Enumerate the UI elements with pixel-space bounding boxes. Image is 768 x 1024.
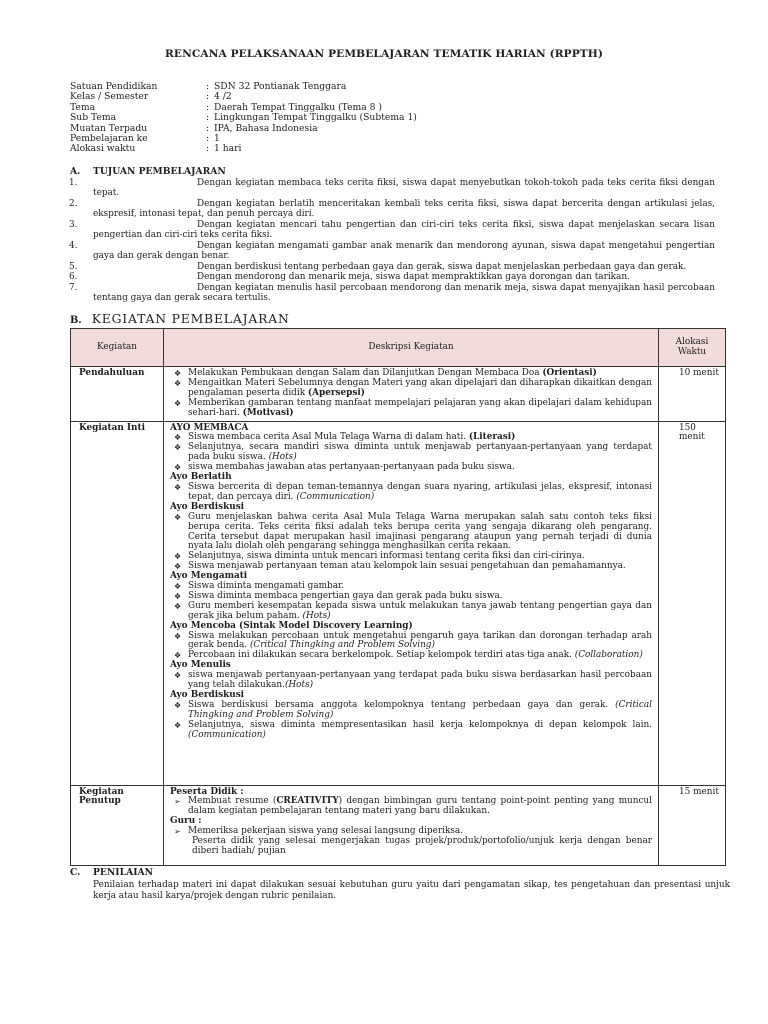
inti-time: 150 menit	[659, 421, 726, 785]
activity-subheading: Peserta Didik :	[170, 786, 244, 797]
activity-text: Percobaan ini dilakukan secara berkelompok. Setiap kelompok terdiri atas tiga anak.	[188, 650, 575, 661]
pendahuluan-time: 10 menit	[659, 367, 726, 422]
resume-text-post: ) dengan bimbingan guru tentang point-point penting yang muncul dalam kegiatan pembelajaran tentang materi yang baru dilakukan.	[188, 796, 652, 817]
bullet-icon: ❖	[174, 378, 182, 388]
header-alokasi: Alokasi Waktu	[659, 329, 726, 367]
goal-number: 2.	[69, 198, 78, 209]
goal-item	[69, 178, 715, 199]
goal-text: Dengan kegiatan membaca teks cerita fiksi, siswa dapat menyebutkan tokoh-tokoh pada teks cerita fiksi dengan tepat.	[93, 178, 715, 199]
row-pendahuluan	[71, 367, 726, 422]
bullet-icon: ❖	[174, 398, 182, 408]
activity-text: Mengaitkan Materi Sebelumnya dengan Materi yang akan dipelajari dan diharapkan dikaitkan dengan pengalaman peserta didik	[188, 377, 652, 398]
resume-item	[170, 797, 652, 817]
activity-subheading: AYO MEMBACA	[170, 422, 249, 433]
bullet-icon: ❖	[174, 482, 182, 492]
arrow-bullet-icon: ➢	[174, 827, 181, 837]
activity-text: Siswa melakukan percobaan untuk mengetahui pengaruh gaya tarikan dan dorongan terhadap arah gerak benda.	[188, 630, 652, 651]
goal-item	[69, 219, 715, 241]
identity-colon: :	[206, 132, 210, 144]
bullet-icon: ❖	[174, 512, 182, 522]
identity-colon: :	[206, 101, 210, 113]
activity-skill: (Collaboration)	[574, 650, 643, 661]
goal-item	[69, 198, 715, 220]
activity-item	[170, 632, 652, 652]
activity-text: Selanjutnya, siswa diminta mempresentasikan hasil kerja kelompoknya di depan kelompok lain.	[188, 719, 652, 730]
identity-value: IPA, Bahasa Indonesia	[214, 122, 318, 134]
inti-description	[164, 421, 659, 785]
goal-text: Dengan kegiatan mengamati gambar anak menarik dan mendorong ayunan, siswa dapat mengetahui pengertian gaya dan gerak dengan benar.	[93, 240, 715, 261]
bullet-icon: ❖	[174, 651, 182, 661]
activity-text: Guru menjelaskan bahwa cerita Asal Mula Telaga Warna merupakan salah satu contoh teks fiksi berupa cerita. Teks cerita fiksi adalah teks berupa cerita yang sengaja dikarang oleh pengarang. Cerita tersebut dapat merupakan hasil imajinasi pengarang ataupun yang pernah terjadi di dunia nyata lalu diolah oleh pengarang sehingga menghasilkan cerita rekaan.	[188, 511, 652, 552]
section-a-title: TUJUAN PEMBELAJARAN	[93, 166, 226, 177]
bullet-icon: ❖	[174, 443, 182, 453]
activity-item	[170, 721, 652, 741]
check-item	[170, 827, 652, 837]
goal-number: 7.	[69, 282, 78, 293]
table-header-row	[71, 329, 726, 367]
identity-row	[70, 134, 670, 144]
bullet-icon: ❖	[174, 369, 182, 378]
goal-number: 4.	[69, 240, 78, 251]
goal-number: 6.	[69, 272, 78, 283]
activity-text: Melakukan Pembukaan dengan Salam dan Dilanjutkan Dengan Membaca Doa	[188, 368, 543, 378]
goal-item	[69, 272, 715, 283]
identity-key: Kelas / Semester	[70, 91, 149, 103]
bullet-icon: ❖	[174, 591, 182, 601]
activity-text: Selanjutnya, secara mandiri siswa diminta untuk menjawab pertanyaan-pertanyaan yang terdapat pada buku siswa.	[188, 442, 652, 463]
activity-item	[170, 602, 652, 622]
identity-value: Daerah Tempat Tinggalku (Tema 8 )	[214, 101, 382, 113]
assessment-section	[70, 868, 730, 902]
activity-subheading: Ayo Menulis	[170, 660, 231, 671]
check-text: Memeriksa pekerjaan siswa yang selesai langsung diperiksa.	[188, 826, 463, 837]
activity-subheading: Ayo Berdiskusi	[170, 690, 245, 700]
activity-item	[170, 483, 652, 503]
inti-label: Kegiatan Inti	[71, 421, 164, 785]
bullet-icon: ❖	[174, 433, 182, 443]
activity-item	[170, 513, 652, 553]
goal-number: 3.	[69, 219, 78, 230]
bullet-icon: ❖	[174, 552, 182, 562]
activity-text: Siswa berdiskusi bersama anggota kelompoknya tentang perbedaan gaya dan gerak.	[188, 699, 616, 710]
bullet-icon: ❖	[174, 463, 182, 473]
identity-row	[70, 124, 670, 134]
identity-colon: :	[206, 91, 210, 103]
goal-text: Dengan berdiskusi tentang perbedaan gaya dan gerak, siswa dapat menjelaskan perbedaan gaya dan gerak.	[197, 261, 687, 272]
activity-text: Selanjutnya, siswa diminta untuk mencari informasi tentang cerita fiksi dan ciri-cirinya.	[188, 551, 585, 562]
activity-item	[170, 671, 652, 691]
activity-skill: (Critical Thingking and Problem Solving)	[249, 640, 435, 651]
activity-skill: (Communication)	[188, 729, 266, 740]
bullet-icon: ❖	[174, 671, 182, 681]
activity-skill: (Hots)	[268, 452, 297, 463]
section-b-heading	[70, 311, 290, 327]
section-c-heading	[70, 868, 730, 879]
goal-text: Dengan kegiatan berlatih menceritakan kembali teks cerita fiksi, siswa dapat bercerita dengan artikulasi jelas, ekspresif, intonasi tepat, dan penuh percaya diri.	[93, 198, 715, 220]
activity-text: siswa menjawab pertanyaan-pertanyaan yang terdapat pada buku siswa berdasarkan hasil percobaan yang telah dilakukan.	[188, 670, 652, 691]
activity-text: siswa membahas jawaban atas pertanyaan-pertanyaan pada buku siswa.	[188, 462, 515, 473]
activity-tag: (Literasi)	[468, 432, 516, 443]
identity-colon: :	[206, 143, 210, 155]
identity-row	[70, 144, 670, 154]
identity-key: Muatan Terpadu	[70, 122, 148, 134]
goal-text: Dengan kegiatan mencari tahu pengertian dan ciri-ciri teks cerita fiksi, siswa dapat menjelaskan secara lisan pengertian dan ciri-ciri teks cerita fiksi.	[93, 219, 715, 241]
identity-key: Alokasi waktu	[70, 143, 136, 155]
identity-value: 4 /2	[214, 91, 232, 103]
row-penutup	[71, 785, 726, 865]
activity-skill: (Hots)	[284, 680, 314, 691]
activity-item	[170, 379, 652, 399]
section-b-title: KEGIATAN PEMBELAJARAN	[91, 311, 290, 326]
activity-text: Siswa membaca cerita Asal Mula Telaga Warna di dalam hati.	[188, 432, 469, 443]
bullet-icon: ❖	[174, 631, 182, 641]
activity-item	[170, 651, 652, 661]
header-kegiatan: Kegiatan	[71, 329, 164, 367]
activity-skill: (Critical Thingking and Problem Solving)	[188, 699, 652, 720]
reward-note: Peserta didik yang selesai mengerjakan tugas projek/produk/portofolio/unjuk kerja dengan benar diberi hadiah/ pujian	[192, 836, 652, 856]
identity-key: Tema	[70, 101, 96, 113]
activity-text: Siswa diminta mengamati gambar.	[188, 581, 345, 592]
identity-colon: :	[206, 112, 210, 124]
identity-row	[70, 113, 670, 123]
activity-skill: (Communication)	[296, 491, 375, 502]
identity-block	[70, 82, 670, 155]
bullet-icon: ❖	[174, 601, 182, 611]
identity-value: Lingkungan Tempat Tinggalku (Subtema 1)	[214, 112, 417, 124]
identity-key: Satuan Pendidikan	[70, 81, 158, 92]
activity-subheading: Ayo Berdiskusi	[170, 501, 245, 512]
resume-text-pre: Membuat resume (	[188, 796, 277, 807]
goal-text: Dengan mendorong dan menarik meja, siswa dapat mempraktikkan gaya dorongan dan tarikan.	[197, 272, 630, 283]
section-c-title: PENILAIAN	[93, 867, 154, 878]
bullet-icon: ❖	[174, 562, 182, 572]
assessment-text: Penilaian terhadap materi ini dapat dilakukan sesuai kebutuhan guru yaitu dari pengamatan sikap, tes pengetahuan dan presentasi unjuk kerja atau hasil karya/projek dengan rubric penilaian.	[93, 880, 730, 901]
arrow-bullet-icon: ➢	[174, 797, 181, 807]
penutup-time: 15 menit	[659, 785, 726, 865]
activity-subheading: Ayo Mencoba (Sintak Model Discovery Learning)	[170, 620, 413, 631]
section-a-letter: A.	[70, 166, 81, 177]
bullet-icon: ❖	[174, 582, 182, 592]
activity-subheading: Ayo Berlatih	[170, 472, 232, 483]
section-c-letter: C.	[70, 867, 81, 878]
identity-value: 1 hari	[214, 143, 242, 155]
activity-subheading: Guru :	[170, 816, 202, 827]
identity-key: Sub Tema	[70, 112, 117, 124]
activity-skill: (Hots)	[302, 610, 331, 621]
resume-tag: CREATIVITY	[276, 796, 339, 807]
goal-number: 5.	[69, 261, 78, 272]
learning-goals-list	[69, 178, 715, 304]
activity-text: Siswa menjawab pertanyaan teman atau kelompok lain sesuai pengetahuan dan pemahamannya.	[188, 561, 626, 572]
activity-item	[170, 443, 652, 463]
identity-key: Pembelajaran ke	[70, 132, 148, 144]
goal-item	[69, 240, 715, 262]
bullet-icon: ❖	[174, 720, 182, 730]
goal-item	[69, 282, 715, 304]
pendahuluan-label: Pendahuluan	[71, 367, 164, 422]
penutup-description	[164, 785, 659, 865]
activity-text: Siswa diminta membaca pengertian gaya dan gerak pada buku siswa.	[188, 590, 503, 601]
mencoba-model: (Sintak Model Discovery Learning)	[235, 620, 413, 631]
identity-colon: :	[206, 122, 210, 134]
activity-item	[170, 701, 652, 721]
section-b-letter: B.	[70, 315, 82, 326]
activities-table	[70, 328, 726, 866]
activity-tag: (Apersepsi)	[307, 387, 365, 398]
activity-text: Memberikan gambaran tentang manfaat mempelajari pelajaran yang akan dipelajari dalam kehidupan sehari-hari.	[188, 397, 652, 418]
activity-subheading: Ayo Mengamati	[170, 571, 248, 582]
activity-item	[170, 399, 652, 419]
document-title: RENCANA PELAKSANAAN PEMBELAJARAN TEMATIK HARIAN (RPPTH)	[165, 48, 603, 60]
goal-item	[69, 261, 715, 272]
activity-item	[170, 463, 652, 473]
activity-tag: (Orientasi)	[542, 368, 597, 378]
activity-item	[170, 562, 652, 572]
goal-text: Dengan kegiatan menulis hasil percobaan mendorong dan menarik meja, siswa dapat menyajikan hasil percobaan tentang gaya dan gerak secara tertulis.	[93, 282, 715, 304]
goal-number: 1.	[69, 178, 78, 188]
identity-colon: :	[206, 81, 210, 92]
activity-text: Guru memberi kesempatan kepada siswa untuk melakukan tanya jawab tentang pengertian gaya dan gerak jika belum paham.	[188, 600, 652, 621]
identity-value: SDN 32 Pontianak Tenggara	[214, 81, 347, 92]
identity-row	[70, 82, 670, 92]
row-inti	[71, 421, 726, 785]
pendahuluan-description	[164, 367, 659, 422]
header-deskripsi: Deskripsi Kegiatan	[164, 329, 659, 367]
activity-tag: (Motivasi)	[242, 407, 294, 418]
identity-value: 1	[214, 132, 220, 144]
bullet-icon: ❖	[174, 700, 182, 710]
penutup-label: Kegiatan Penutup	[71, 785, 164, 865]
activity-text: Siswa bercerita di depan teman-temannya dengan suara nyaring, artikulasi jelas, ekspresif, intonasi tepat, dan percaya diri.	[188, 481, 652, 502]
